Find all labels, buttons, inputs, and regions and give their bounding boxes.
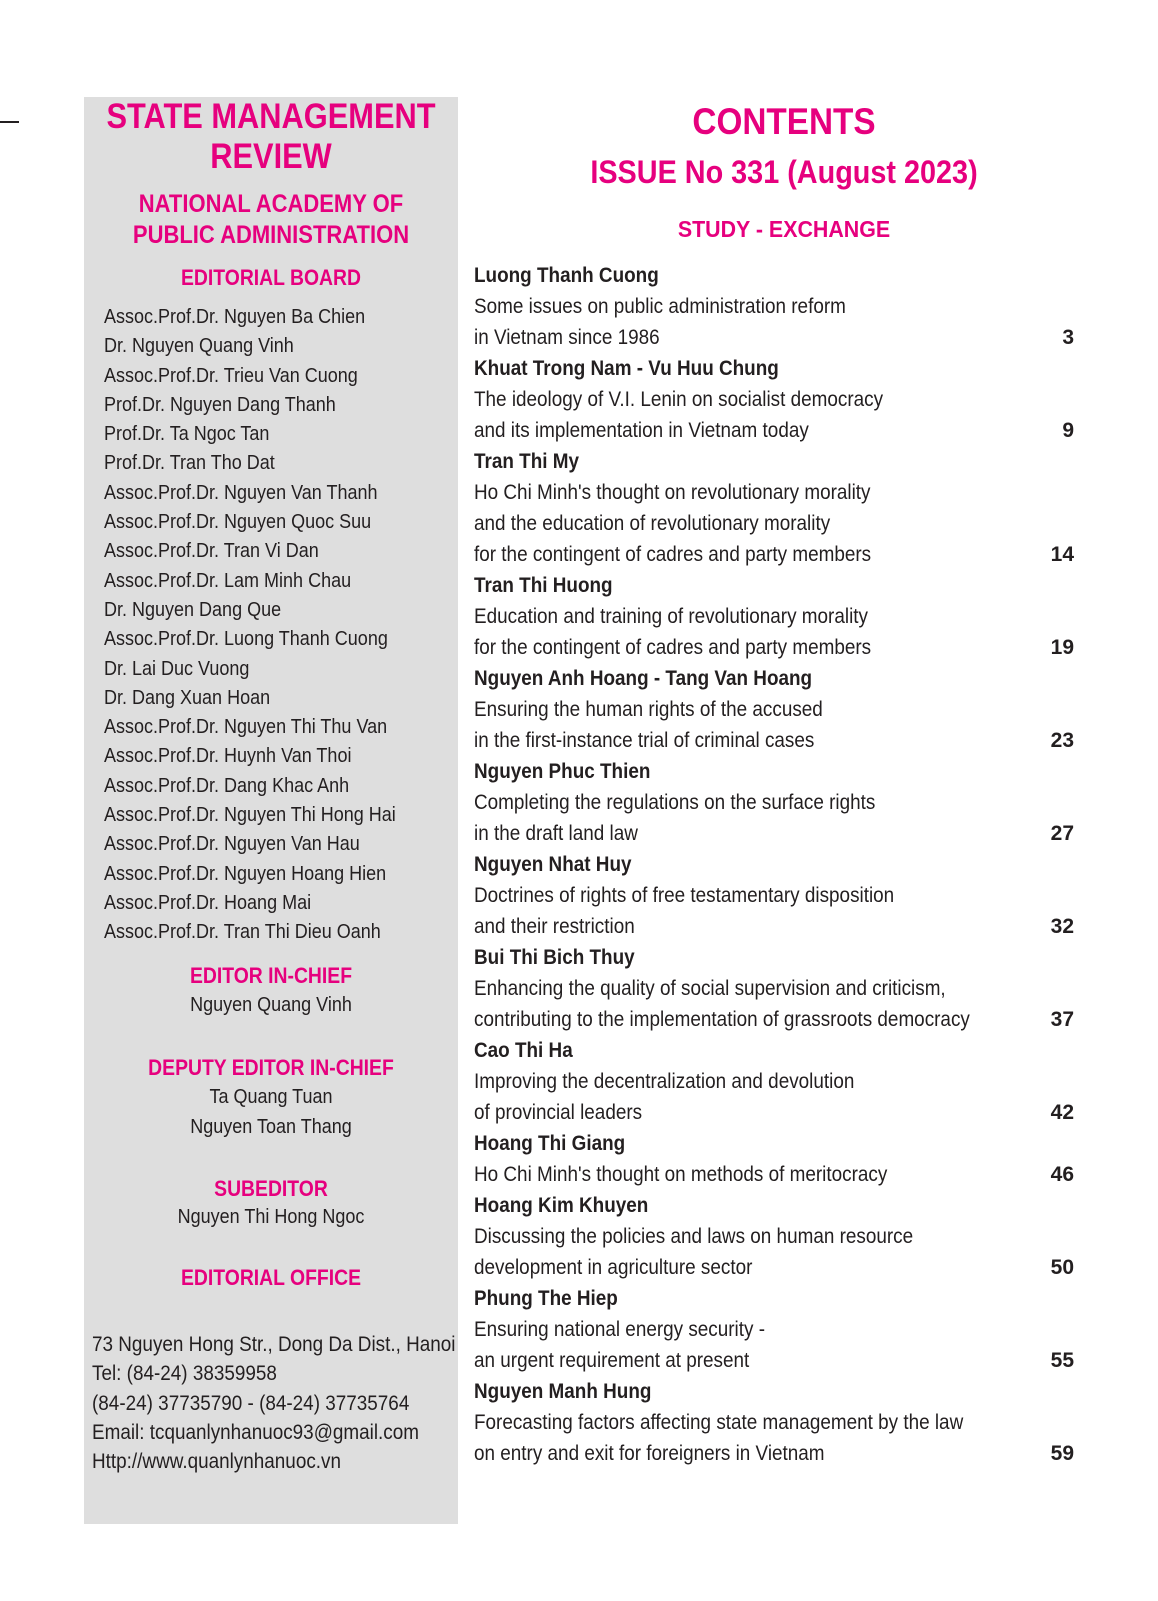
toc-entry-author: Nguyen Nhat Huy [474, 853, 632, 876]
toc-entry-author: Tran Thi My [474, 450, 580, 473]
toc-entry-page-number: 23 [1050, 729, 1074, 752]
academy-name-line-2: PUBLIC ADMINISTRATION [132, 221, 410, 249]
toc-entry-title-line: Ensuring national energy security - [474, 1318, 766, 1341]
toc-entry-page-number: 59 [1050, 1442, 1074, 1465]
issue-number: ISSUE No 331 (August 2023) [590, 154, 978, 190]
office-address: 73 Nguyen Hong Str., Dong Da Dist., Hanoi [92, 1333, 456, 1356]
toc-entry-title-line: Improving the decentralization and devolution [474, 1070, 855, 1093]
board-member: Dr. Nguyen Quang Vinh [104, 335, 294, 358]
toc-entry [474, 446, 1074, 570]
board-member: Assoc.Prof.Dr. Nguyen Ba Chien [104, 306, 366, 328]
board-member: Assoc.Prof.Dr. Tran Thi Dieu Oanh [104, 921, 381, 944]
toc-entry-title-line: Education and training of revolutionary morality [474, 605, 868, 628]
deputy-editor-name: Ta Quang Tuan [209, 1086, 333, 1108]
toc-entry [474, 1376, 1074, 1469]
toc-entry-page-number: 37 [1050, 1008, 1074, 1031]
board-member: Assoc.Prof.Dr. Nguyen Thi Hong Hai [104, 804, 396, 827]
toc-entry-title-line: Completing the regulations on the surface rights [474, 791, 876, 814]
toc-entry-title-line: and the education of revolutionary morality [474, 512, 831, 535]
toc-entry-title-line: and its implementation in Vietnam today [474, 419, 809, 442]
board-member: Assoc.Prof.Dr. Lam Minh Chau [104, 569, 352, 592]
toc-entry-page-number: 27 [1050, 822, 1074, 845]
toc-entry [474, 663, 1074, 756]
toc-entry-page-number: 50 [1050, 1256, 1074, 1279]
deputy-editor-name: Nguyen Toan Thang [190, 1115, 352, 1138]
toc-entry-title-line: Doctrines of rights of free testamentary disposition [474, 884, 895, 907]
board-member: Assoc.Prof.Dr. Hoang Mai [104, 891, 312, 914]
journal-title [106, 97, 435, 177]
toc-entry-author: Tran Thi Huong [474, 574, 613, 597]
board-member: Assoc.Prof.Dr. Nguyen Quoc Suu [104, 511, 372, 534]
toc-entry [474, 1035, 1074, 1128]
toc-entry-author: Hoang Kim Khuyen [474, 1194, 649, 1217]
toc-entry-title-line: on entry and exit for foreigners in Vietnam [474, 1442, 825, 1465]
toc-entry [474, 756, 1074, 849]
toc-entry [474, 1283, 1074, 1376]
editor-in-chief-heading: EDITOR IN-CHIEF [189, 963, 353, 988]
toc-entry-author: Hoang Thi Giang [474, 1132, 626, 1155]
board-member: Prof.Dr. Ta Ngoc Tan [104, 423, 270, 446]
toc-entry-page-number: 46 [1050, 1163, 1074, 1186]
table-of-contents [474, 260, 1074, 1469]
board-member: Assoc.Prof.Dr. Nguyen Van Thanh [104, 481, 378, 504]
toc-entry-author: Luong Thanh Cuong [474, 264, 659, 287]
editorial-board-heading: EDITORIAL BOARD [181, 265, 361, 290]
toc-entry-title-line: of provincial leaders [474, 1101, 643, 1124]
toc-entry-page-number: 19 [1050, 636, 1074, 659]
toc-entry-title-line: and their restriction [474, 915, 635, 938]
toc-entry-author: Nguyen Anh Hoang - Tang Van Hoang [474, 667, 813, 690]
toc-entry-page-number: 9 [1062, 419, 1074, 442]
toc-entry-author: Cao Thi Ha [474, 1039, 573, 1062]
toc-entry-page-number: 55 [1050, 1349, 1074, 1372]
deputy-editor-heading: DEPUTY EDITOR IN-CHIEF [148, 1055, 394, 1080]
toc-entry-title-line: for the contingent of cadres and party members [474, 636, 872, 659]
section-heading: STUDY - EXCHANGE [677, 216, 891, 242]
board-member: Assoc.Prof.Dr. Tran Vi Dan [104, 540, 319, 563]
toc-entry-page-number: 32 [1050, 915, 1074, 938]
crop-mark [0, 121, 19, 123]
board-member: Assoc.Prof.Dr. Nguyen Hoang Hien [104, 862, 387, 885]
editor-in-chief-name: Nguyen Quang Vinh [190, 994, 352, 1016]
toc-entry [474, 1128, 1074, 1190]
contents-title: CONTENTS [692, 101, 876, 142]
toc-entry-page-number: 14 [1050, 543, 1074, 566]
academy-name [106, 189, 435, 251]
board-member: Assoc.Prof.Dr. Luong Thanh Cuong [104, 628, 388, 651]
journal-title-line-2: REVIEW [210, 137, 332, 176]
toc-entry-title-line: in the draft land law [474, 822, 638, 845]
board-member: Assoc.Prof.Dr. Huynh Van Thoi [104, 745, 352, 768]
office-telephone-2: (84-24) 37735790 - (84-24) 37735764 [92, 1391, 410, 1415]
editorial-board-list [104, 303, 396, 948]
toc-entry-title-line: Enhancing the quality of social supervision and criticism, [474, 977, 946, 1000]
toc-entry-author: Nguyen Manh Hung [474, 1380, 652, 1403]
toc-entry-title-line: Discussing the policies and laws on human resource [474, 1225, 914, 1248]
toc-entry-author: Khuat Trong Nam - Vu Huu Chung [474, 357, 779, 380]
toc-entry-author: Phung The Hiep [474, 1287, 618, 1310]
toc-entry-author: Nguyen Phuc Thien [474, 760, 651, 783]
subeditor-heading: SUBEDITOR [214, 1176, 328, 1201]
board-member: Prof.Dr. Tran Tho Dat [104, 452, 275, 475]
toc-entry-title-line: an urgent requirement at present [474, 1349, 750, 1372]
office-email: Email: tcquanlynhanuoc93@gmail.com [92, 1420, 420, 1444]
editor-in-chief-names [103, 991, 440, 1021]
masthead-panel [84, 97, 458, 1524]
editorial-office-details [92, 1330, 456, 1476]
board-member: Prof.Dr. Nguyen Dang Thanh [104, 393, 336, 416]
board-member: Assoc.Prof.Dr. Trieu Van Cuong [104, 364, 358, 387]
toc-entry-title-line: contributing to the implementation of grassroots democracy [474, 1008, 970, 1031]
subeditor-names [103, 1203, 440, 1233]
toc-entry-title-line: Some issues on public administration reform [474, 295, 846, 318]
toc-entry [474, 570, 1074, 663]
office-website: Http://www.quanlynhanuoc.vn [92, 1450, 342, 1474]
toc-entry-author: Bui Thi Bich Thuy [474, 946, 635, 969]
toc-entry-title-line: Ho Chi Minh's thought on methods of meritocracy [474, 1163, 888, 1186]
board-member: Dr. Dang Xuan Hoan [104, 686, 271, 709]
toc-entry-title-line: Forecasting factors affecting state management by the law [474, 1411, 964, 1434]
toc-entry-title-line: development in agriculture sector [474, 1256, 753, 1279]
journal-title-line-1: STATE MANAGEMENT [106, 97, 436, 136]
toc-entry-page-number: 3 [1062, 326, 1074, 349]
toc-entry-title-line: Ho Chi Minh's thought on revolutionary morality [474, 481, 871, 504]
toc-entry-title-line: The ideology of V.I. Lenin on socialist democracy [474, 388, 884, 411]
toc-entry-title-line: in the first-instance trial of criminal cases [474, 729, 815, 752]
toc-entry [474, 353, 1074, 446]
toc-entry-title-line: Ensuring the human rights of the accused [474, 698, 823, 721]
toc-entry [474, 260, 1074, 353]
academy-name-line-1: NATIONAL ACADEMY OF [138, 190, 404, 218]
toc-entry-title-line: in Vietnam since 1986 [474, 326, 660, 349]
board-member: Dr. Nguyen Dang Que [104, 598, 282, 621]
deputy-editor-names [103, 1083, 440, 1142]
board-member: Dr. Lai Duc Vuong [104, 657, 250, 680]
board-member: Assoc.Prof.Dr. Nguyen Thi Thu Van [104, 716, 388, 739]
toc-entry [474, 1190, 1074, 1283]
office-telephone: Tel: (84-24) 38359958 [92, 1362, 277, 1386]
toc-entry-title-line: for the contingent of cadres and party members [474, 543, 872, 566]
toc-entry [474, 942, 1074, 1035]
toc-entry-page-number: 42 [1050, 1101, 1074, 1124]
board-member: Assoc.Prof.Dr. Nguyen Van Hau [104, 833, 360, 856]
toc-entry [474, 849, 1074, 942]
subeditor-name: Nguyen Thi Hong Ngoc [177, 1206, 365, 1228]
board-member: Assoc.Prof.Dr. Dang Khac Anh [104, 774, 350, 797]
editorial-office-heading: EDITORIAL OFFICE [181, 1265, 361, 1290]
